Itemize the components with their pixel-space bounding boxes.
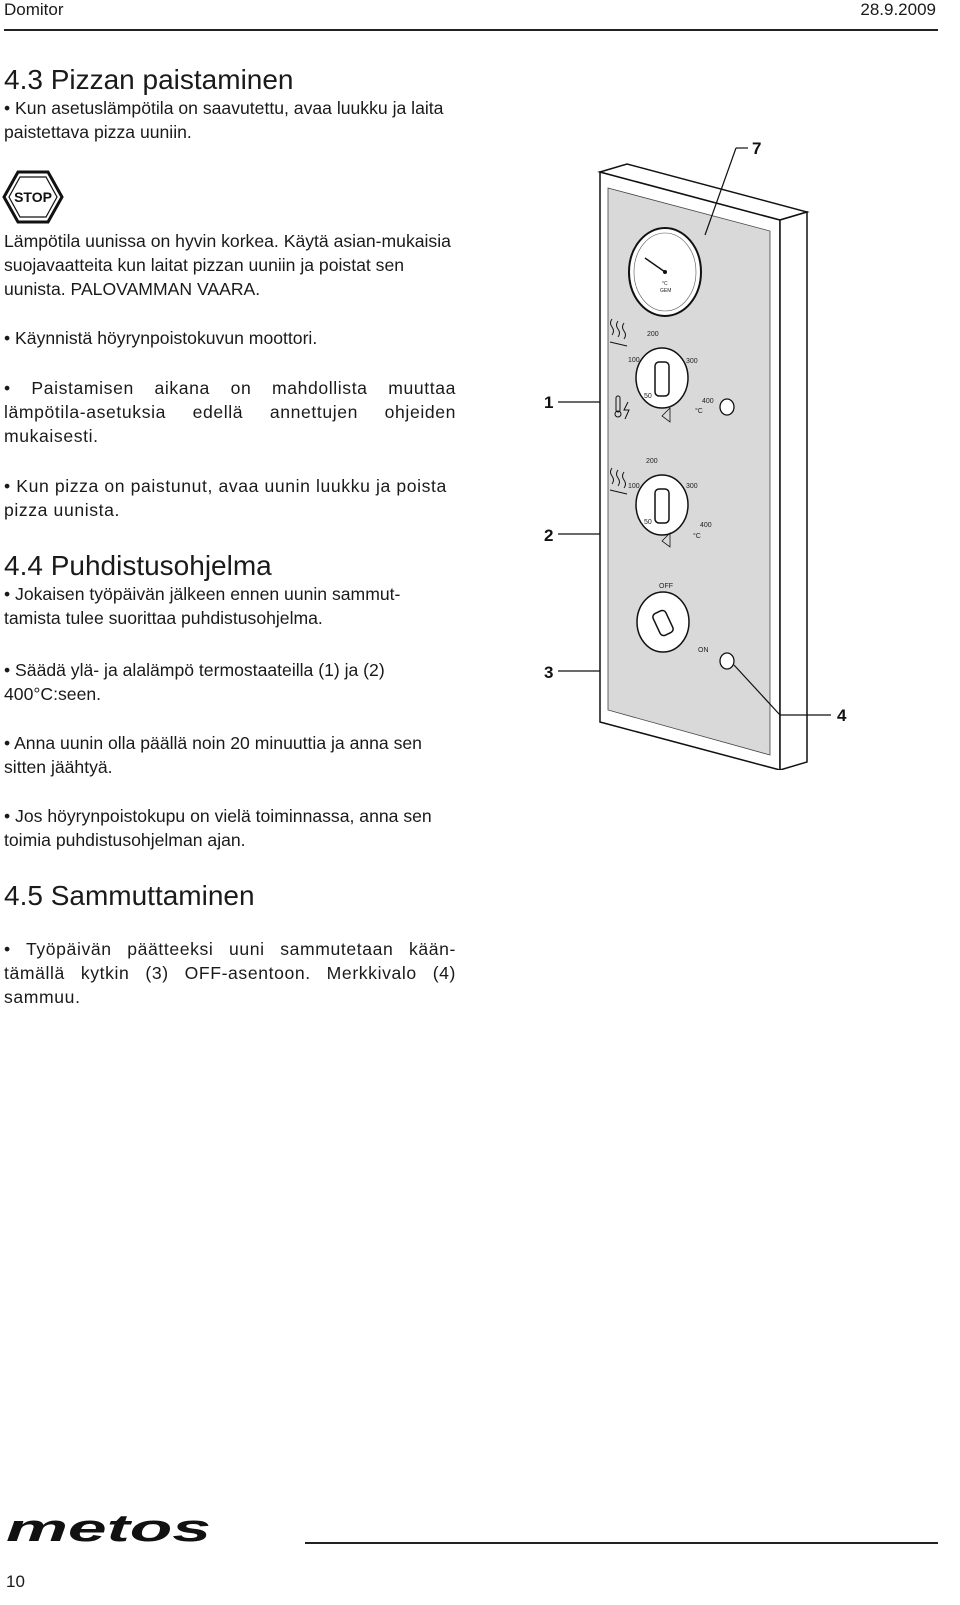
callout-1: 1 (544, 393, 554, 412)
metos-logo (6, 1514, 214, 1546)
bullet-switch-off: • Työpäivän päätteeksi uuni sammutetaan kään-tämällä kytkin (3) OFF-asentoon. Merkkivalo (4) sammuu. (4, 939, 456, 1007)
bullet-cleaning-daily: • Jokaisen työpäivän jälkeen ennen uunin sammut-tamista tulee suorittaa puhdistusohjelma. (4, 584, 401, 628)
panel-side (780, 212, 807, 770)
knob2-400: 400 (700, 522, 712, 529)
bullet-20-minutes: • Anna uunin olla päällä noin 20 minuuttia ja anna sen sitten jäähtyä. (4, 733, 422, 777)
bullet-hood-running: • Jos höyrynpoistokupu on vielä toiminnassa, anna sen toimia puhdistusohjelman ajan. (4, 806, 432, 850)
section-4-5-block (4, 880, 456, 912)
warning-block (4, 229, 456, 301)
callout-4: 4 (837, 706, 847, 725)
header-divider (4, 29, 938, 31)
thermometer-gauge (629, 228, 701, 316)
knob1-400: 400 (702, 398, 714, 405)
logo-text: metos (6, 1514, 211, 1546)
knob2-50: 50 (644, 519, 652, 526)
gauge-unit: °C (662, 281, 668, 287)
control-panel-figure (530, 130, 860, 770)
knob1-200: 200 (647, 331, 659, 338)
section-title-4-5: 4.5 Sammuttaminen (4, 880, 255, 911)
callout-3: 3 (544, 663, 554, 682)
section-title-4-3: 4.3 Pizzan paistaminen (4, 64, 294, 95)
warning-text: Lämpötila uunissa on hyvin korkea. Käytä asian-mukaisia suojavaatteita kun laitat pizzan uuniin ja poistat sen uunista. PALOVAMMAN VAARA. (4, 231, 451, 299)
section-title-4-4: 4.4 Puhdistusohjelma (4, 550, 272, 581)
callout-7: 7 (752, 139, 762, 158)
knob2-300: 300 (686, 483, 698, 490)
stop-sign-label: STOP (14, 189, 52, 205)
footer-divider (305, 1542, 938, 1544)
knob1-unit: °C (695, 408, 703, 415)
knob1-50: 50 (644, 393, 652, 400)
header-brand: Domitor (4, 0, 64, 19)
page-number: 10 (6, 1572, 25, 1591)
section-4-4-block (4, 550, 456, 630)
knob2-100: 100 (628, 483, 640, 490)
switch-off-label: OFF (659, 583, 673, 590)
knob2-unit: °C (693, 533, 701, 540)
knob2-200: 200 (646, 458, 658, 465)
indicator-light-1 (720, 399, 734, 415)
indicator-light-4 (720, 653, 734, 669)
intro-bullet: • Kun asetuslämpötila on saavutettu, avaa luukku ja laita paistettava pizza uuniin. (4, 98, 444, 142)
knob1-100: 100 (628, 357, 640, 364)
switch-on-label: ON (698, 647, 709, 654)
bullet-set-400: • Säädä ylä- ja alalämpö termostaateilla (1) ja (2) 400°C:seen. (4, 660, 385, 704)
gauge-sub: GEM (660, 288, 672, 294)
stop-sign-icon (2, 170, 64, 224)
knob1-300: 300 (686, 358, 698, 365)
bullet-start-hood: • Käynnistä höyrynpoistokuvun moottori. (4, 328, 318, 348)
header-date: 28.9.2009 (860, 0, 936, 19)
callout-2: 2 (544, 526, 554, 545)
section-4-3-block (4, 64, 456, 144)
bullet-change-temp: • Paistamisen aikana on mahdollista muuttaa lämpötila-asetuksia edellä annettujen ohjeiden mukaisesti. (4, 378, 456, 446)
bullet-pizza-done: • Kun pizza on paistunut, avaa uunin luukku ja poista pizza uunista. (4, 476, 447, 520)
